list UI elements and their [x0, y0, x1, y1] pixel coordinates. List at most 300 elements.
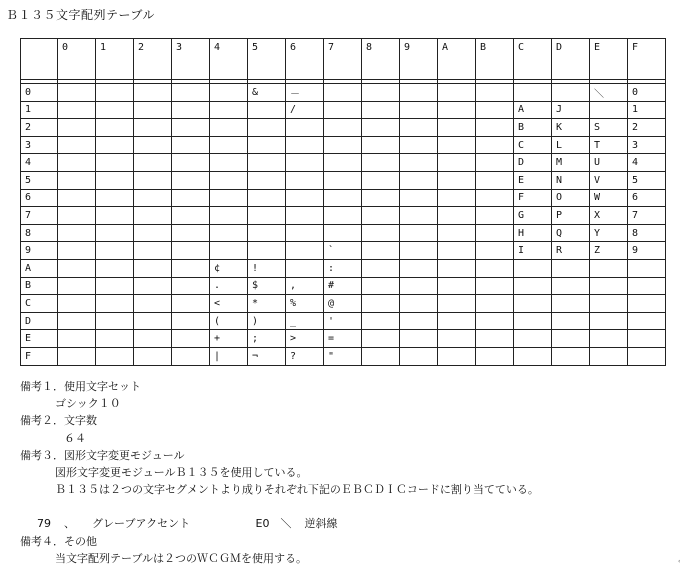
char-cell [514, 259, 552, 277]
row-header: 4 [21, 154, 58, 172]
char-cell: G [514, 207, 552, 225]
char-cell [134, 154, 172, 172]
note-1-heading: 備考１．使用文字セット [20, 380, 141, 393]
code-e0-name: 逆斜線 [304, 517, 338, 531]
char-cell [172, 224, 210, 242]
char-cell [58, 171, 96, 189]
char-cell [96, 189, 134, 207]
char-cell [476, 84, 514, 102]
column-header: 1 [96, 39, 134, 80]
row-header: 9 [21, 242, 58, 260]
table-row [21, 154, 666, 172]
column-header: C [514, 39, 552, 80]
note-2-body: ６４ [64, 431, 86, 445]
char-cell: _ [286, 312, 324, 330]
table-row [21, 136, 666, 154]
char-cell: 2 [628, 119, 666, 137]
char-cell [172, 84, 210, 102]
char-cell [400, 154, 438, 172]
char-cell [400, 330, 438, 348]
code-e0-separator: ＼ [280, 517, 292, 531]
char-cell [362, 277, 400, 295]
char-cell [400, 277, 438, 295]
char-cell [324, 84, 362, 102]
char-cell [58, 277, 96, 295]
char-cell [286, 136, 324, 154]
char-cell [552, 84, 590, 102]
char-cell [134, 189, 172, 207]
code-79-name: グレーブアクセント [92, 517, 191, 531]
column-header: 6 [286, 39, 324, 80]
char-cell [400, 84, 438, 102]
char-cell [400, 259, 438, 277]
char-cell: 0 [628, 84, 666, 102]
row-header: 5 [21, 171, 58, 189]
char-cell [172, 312, 210, 330]
char-cell: M [552, 154, 590, 172]
char-cell [400, 347, 438, 365]
char-cell: A [514, 101, 552, 119]
char-cell [248, 189, 286, 207]
char-cell [324, 101, 362, 119]
char-cell [286, 189, 324, 207]
char-cell: P [552, 207, 590, 225]
note-1-body: ゴシック１０ [55, 397, 121, 411]
table-row [21, 171, 666, 189]
page-title: Ｂ１３５文字配列テーブル [6, 8, 155, 22]
char-cell [438, 154, 476, 172]
char-cell: ' [324, 312, 362, 330]
char-cell [362, 189, 400, 207]
table-row [21, 277, 666, 295]
table-row [21, 242, 666, 260]
char-cell [362, 295, 400, 313]
table-row [21, 207, 666, 225]
char-cell: " [324, 347, 362, 365]
char-cell [134, 171, 172, 189]
char-cell [476, 154, 514, 172]
char-cell [172, 277, 210, 295]
row-header: C [21, 295, 58, 313]
char-cell [552, 295, 590, 313]
char-cell [438, 312, 476, 330]
char-cell [172, 295, 210, 313]
char-cell [96, 101, 134, 119]
char-cell: D [514, 154, 552, 172]
column-header: 8 [362, 39, 400, 80]
char-cell: ? [286, 347, 324, 365]
char-cell [134, 312, 172, 330]
char-cell [172, 330, 210, 348]
char-cell: ( [210, 312, 248, 330]
char-cell [476, 101, 514, 119]
char-cell [400, 207, 438, 225]
note-3-body-1: 図形文字変更モジュールＢ１３５を使用している。 [55, 466, 308, 480]
char-cell [514, 295, 552, 313]
table-row [21, 189, 666, 207]
char-cell [248, 136, 286, 154]
char-cell [96, 171, 134, 189]
code-e0: E0 [255, 517, 270, 531]
char-cell: $ [248, 277, 286, 295]
char-cell [172, 171, 210, 189]
char-cell: N [552, 171, 590, 189]
column-header: 4 [210, 39, 248, 80]
char-cell [476, 259, 514, 277]
char-cell [248, 242, 286, 260]
table-row [21, 347, 666, 365]
code-assignment-line [20, 515, 539, 532]
char-cell [210, 101, 248, 119]
row-header: 1 [21, 101, 58, 119]
char-cell [438, 84, 476, 102]
char-cell [248, 119, 286, 137]
column-header: 2 [134, 39, 172, 80]
corner-cell [21, 39, 58, 80]
char-cell [362, 136, 400, 154]
char-cell [286, 242, 324, 260]
char-cell [362, 171, 400, 189]
char-cell: * [248, 295, 286, 313]
char-cell [134, 207, 172, 225]
table-row [21, 224, 666, 242]
char-cell: 9 [628, 242, 666, 260]
column-header: B [476, 39, 514, 80]
char-cell [476, 312, 514, 330]
char-cell [438, 207, 476, 225]
column-header: A [438, 39, 476, 80]
char-cell [362, 84, 400, 102]
char-cell [476, 224, 514, 242]
row-header: D [21, 312, 58, 330]
char-cell: ` [324, 242, 362, 260]
row-header: 3 [21, 136, 58, 154]
char-cell [476, 330, 514, 348]
char-cell [438, 259, 476, 277]
char-cell [96, 312, 134, 330]
char-cell: / [286, 101, 324, 119]
char-cell [210, 154, 248, 172]
char-cell [438, 136, 476, 154]
char-cell [476, 207, 514, 225]
char-cell [438, 295, 476, 313]
char-cell [628, 277, 666, 295]
char-cell [58, 189, 96, 207]
row-header: 0 [21, 84, 58, 102]
char-cell [96, 136, 134, 154]
char-cell [134, 136, 172, 154]
char-cell [628, 295, 666, 313]
char-cell [134, 101, 172, 119]
char-cell: ; [248, 330, 286, 348]
char-cell [438, 347, 476, 365]
row-header: 8 [21, 224, 58, 242]
char-cell [628, 259, 666, 277]
char-cell [324, 119, 362, 137]
char-cell [438, 119, 476, 137]
char-cell: B [514, 119, 552, 137]
char-cell [58, 84, 96, 102]
char-cell [96, 295, 134, 313]
char-cell [476, 295, 514, 313]
char-cell [400, 312, 438, 330]
char-cell [210, 207, 248, 225]
table-row [21, 295, 666, 313]
char-cell [286, 207, 324, 225]
char-cell [362, 101, 400, 119]
char-cell: T [590, 136, 628, 154]
char-cell [362, 224, 400, 242]
char-cell [400, 224, 438, 242]
char-cell: J [552, 101, 590, 119]
column-header: E [590, 39, 628, 80]
char-cell [172, 154, 210, 172]
column-header: 9 [400, 39, 438, 80]
char-cell: 3 [628, 136, 666, 154]
column-header: F [628, 39, 666, 80]
column-header: D [552, 39, 590, 80]
char-cell [286, 119, 324, 137]
char-cell [628, 312, 666, 330]
char-cell [248, 101, 286, 119]
char-cell [514, 84, 552, 102]
char-cell: 6 [628, 189, 666, 207]
char-cell [58, 224, 96, 242]
char-cell [96, 224, 134, 242]
char-cell [134, 259, 172, 277]
char-cell: I [514, 242, 552, 260]
table-row [21, 312, 666, 330]
char-cell: K [552, 119, 590, 137]
char-cell [134, 119, 172, 137]
char-cell [400, 171, 438, 189]
char-cell [400, 295, 438, 313]
char-cell [476, 189, 514, 207]
char-cell: % [286, 295, 324, 313]
row-header: E [21, 330, 58, 348]
char-cell [210, 189, 248, 207]
column-header: 3 [172, 39, 210, 80]
char-cell [58, 154, 96, 172]
char-cell [476, 136, 514, 154]
char-cell: S [590, 119, 628, 137]
char-cell [96, 347, 134, 365]
char-cell [58, 295, 96, 313]
char-cell [210, 119, 248, 137]
char-cell: W [590, 189, 628, 207]
row-header: F [21, 347, 58, 365]
char-cell [172, 259, 210, 277]
column-header: 7 [324, 39, 362, 80]
char-cell: . [210, 277, 248, 295]
char-cell [286, 224, 324, 242]
char-cell [96, 242, 134, 260]
char-cell [96, 119, 134, 137]
char-cell [476, 119, 514, 137]
char-cell: Q [552, 224, 590, 242]
char-cell [134, 84, 172, 102]
char-cell [400, 101, 438, 119]
char-cell: C [514, 136, 552, 154]
char-cell [438, 101, 476, 119]
column-header: 0 [58, 39, 96, 80]
char-cell [514, 330, 552, 348]
char-cell: = [324, 330, 362, 348]
char-cell [248, 171, 286, 189]
char-cell [514, 277, 552, 295]
char-cell [210, 224, 248, 242]
note-4-heading: 備考４．その他 [20, 534, 97, 548]
note-4-body: 当文字配列テーブルは２つのＷＣＧＭを使用する。 [55, 551, 308, 565]
char-cell [438, 330, 476, 348]
char-cell: & [248, 84, 286, 102]
char-cell: > [286, 330, 324, 348]
char-cell [438, 171, 476, 189]
char-cell [590, 295, 628, 313]
char-cell [628, 347, 666, 365]
char-cell [400, 189, 438, 207]
note-3-heading: 備考３．図形文字変更モジュール [20, 448, 185, 462]
char-cell [324, 171, 362, 189]
char-cell [172, 347, 210, 365]
char-cell [362, 154, 400, 172]
char-cell [590, 347, 628, 365]
char-cell [514, 312, 552, 330]
note-2-heading: 備考２．文字数 [20, 414, 97, 428]
char-cell [324, 136, 362, 154]
char-cell [438, 189, 476, 207]
char-cell [286, 171, 324, 189]
char-cell: ¢ [210, 259, 248, 277]
table-row [21, 84, 666, 102]
char-cell [172, 136, 210, 154]
char-cell: | [210, 347, 248, 365]
char-cell [58, 347, 96, 365]
char-cell [476, 171, 514, 189]
char-cell [400, 136, 438, 154]
char-cell [590, 101, 628, 119]
char-cell [362, 259, 400, 277]
char-cell [172, 189, 210, 207]
char-cell [248, 224, 286, 242]
char-cell [400, 242, 438, 260]
char-cell: X [590, 207, 628, 225]
char-cell [248, 154, 286, 172]
char-cell [286, 154, 324, 172]
char-cell [324, 154, 362, 172]
char-cell [590, 277, 628, 295]
char-cell [324, 189, 362, 207]
char-cell: R [552, 242, 590, 260]
char-cell [438, 242, 476, 260]
char-cell: V [590, 171, 628, 189]
char-cell [248, 207, 286, 225]
code-79: 79 [37, 517, 51, 531]
char-cell: E [514, 171, 552, 189]
row-header: 6 [21, 189, 58, 207]
table-row [21, 101, 666, 119]
char-cell [324, 224, 362, 242]
char-cell: O [552, 189, 590, 207]
char-cell [134, 295, 172, 313]
char-cell [58, 259, 96, 277]
char-cell [58, 136, 96, 154]
char-cell [210, 242, 248, 260]
char-cell: ) [248, 312, 286, 330]
char-cell [96, 330, 134, 348]
char-cell: Z [590, 242, 628, 260]
char-cell: @ [324, 295, 362, 313]
char-cell: + [210, 330, 248, 348]
char-cell: U [590, 154, 628, 172]
char-cell [438, 224, 476, 242]
char-cell: 5 [628, 171, 666, 189]
char-cell [210, 136, 248, 154]
char-cell [58, 101, 96, 119]
char-cell [552, 277, 590, 295]
row-header: A [21, 259, 58, 277]
char-cell [58, 119, 96, 137]
char-cell: L [552, 136, 590, 154]
char-cell [134, 347, 172, 365]
row-header: 2 [21, 119, 58, 137]
char-cell: , [286, 277, 324, 295]
char-cell: < [210, 295, 248, 313]
char-cell [96, 154, 134, 172]
char-cell [362, 207, 400, 225]
column-header: 5 [248, 39, 286, 80]
char-cell [210, 84, 248, 102]
char-cell: 1 [628, 101, 666, 119]
code-79-separator: 、 [64, 517, 75, 531]
char-cell [552, 347, 590, 365]
note-spacer [20, 498, 539, 515]
char-cell [476, 277, 514, 295]
char-cell: Y [590, 224, 628, 242]
char-cell: 7 [628, 207, 666, 225]
char-cell [362, 119, 400, 137]
note-3-body-2: Ｂ１３５は２つの文字セグメントより成りそれぞれ下記のＥＢＣＤＩＣコードに割り当てている。 [55, 483, 539, 497]
char-cell [58, 207, 96, 225]
char-cell [172, 119, 210, 137]
char-cell: ¬ [248, 347, 286, 365]
char-cell [362, 242, 400, 260]
char-cell: F [514, 189, 552, 207]
char-cell: # [324, 277, 362, 295]
char-cell [134, 242, 172, 260]
char-cell [210, 171, 248, 189]
char-cell [400, 119, 438, 137]
char-cell [476, 347, 514, 365]
char-cell: 8 [628, 224, 666, 242]
char-cell [476, 242, 514, 260]
char-cell: 4 [628, 154, 666, 172]
char-cell [134, 330, 172, 348]
table-row [21, 330, 666, 348]
char-cell: － [286, 84, 324, 102]
notes-section [20, 378, 539, 567]
char-cell [362, 330, 400, 348]
char-cell [552, 330, 590, 348]
char-cell [96, 259, 134, 277]
char-cell: ! [248, 259, 286, 277]
char-cell [172, 207, 210, 225]
char-cell [552, 259, 590, 277]
char-cell [96, 84, 134, 102]
char-cell [286, 259, 324, 277]
char-cell [134, 277, 172, 295]
char-cell [552, 312, 590, 330]
